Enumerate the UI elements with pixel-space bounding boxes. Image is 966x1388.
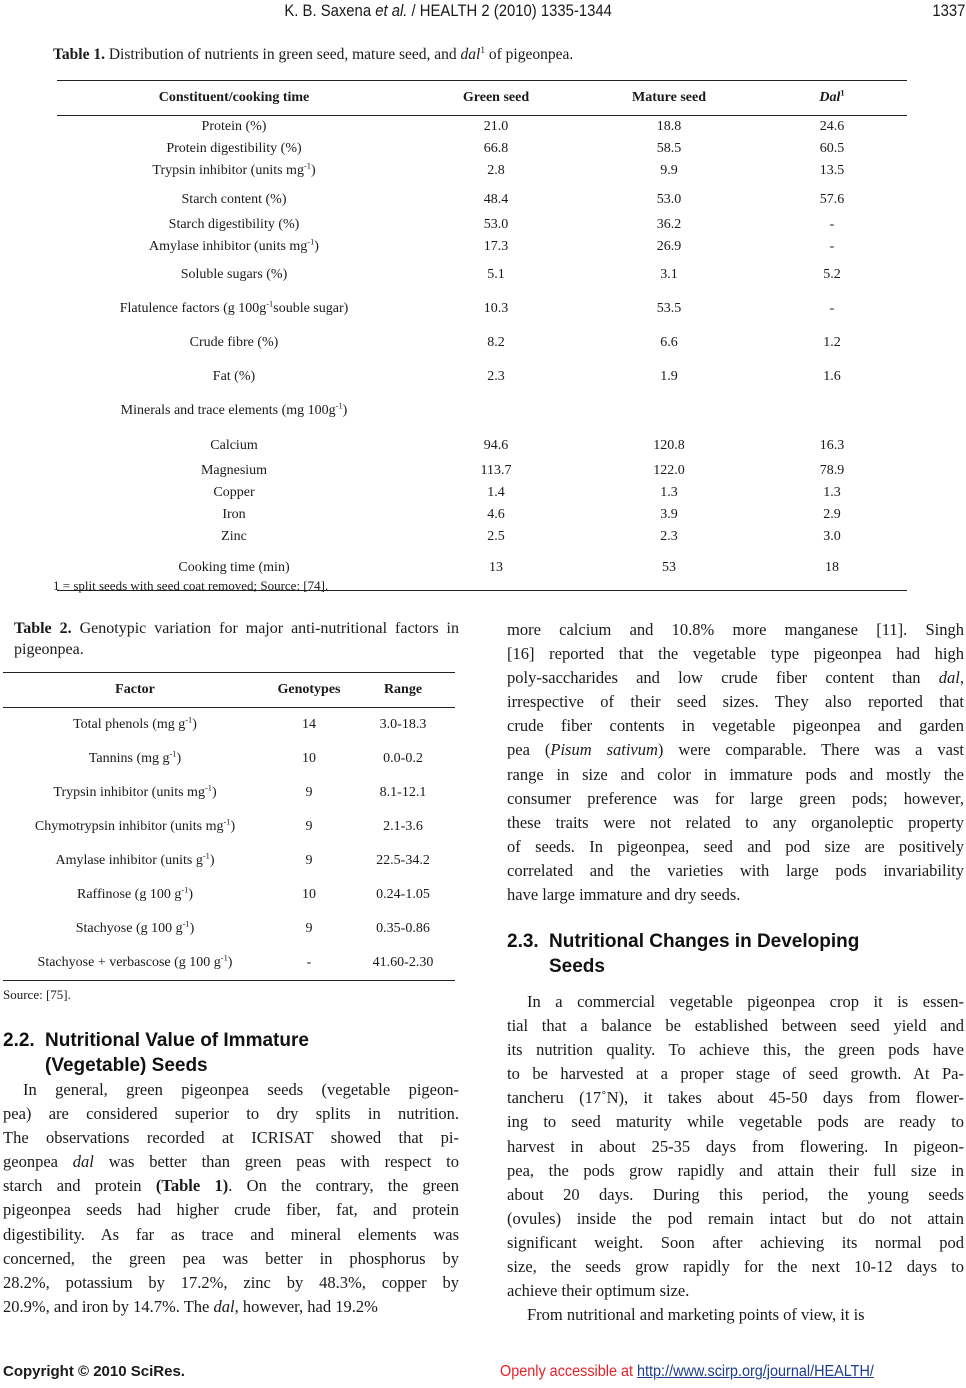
text-line: tial that a balance be established between seed yield and [507, 1016, 964, 1036]
text-line: In a commercial vegetable pigeonpea crop it is essen- [527, 992, 964, 1011]
dal-cell: 57.6 [819, 192, 845, 207]
page-number: 1337 [932, 2, 966, 20]
table1-row [57, 182, 907, 214]
table1-row [57, 326, 907, 360]
text-segment: ) were comparable. There was a vast [657, 740, 964, 760]
mature-seed-cell: 36.2 [656, 217, 682, 232]
text-line: have large immature and dry seeds. [507, 885, 741, 905]
text-segment: was better than green peas with respect to [93, 1152, 459, 1172]
emphasis-text: dal [72, 1152, 94, 1172]
table1-header-dal: Dal$^1$ [757, 81, 907, 116]
journal-url-link[interactable]: http://www.scirp.org/journal/HEALTH/ [637, 1363, 874, 1380]
table2-row [3, 776, 455, 810]
mature-seed-cell: 122.0 [653, 463, 685, 478]
text-line: [16] reported that the vegetable type pigeonpea had high [507, 644, 964, 664]
constituent-cell [57, 292, 411, 326]
range-cell: 2.1-3.6 [383, 819, 423, 834]
table1-row [57, 292, 907, 326]
constituent-cell [57, 394, 411, 428]
table1-row [57, 394, 907, 428]
text-line: From nutritional and marketing points of view, it is [527, 1305, 865, 1325]
mature-seed-cell [581, 394, 757, 428]
text-line: achieve their optimum size. [507, 1281, 690, 1301]
text-line: digestibility. As far as trace and mineral elements was [3, 1224, 459, 1244]
text-line: 28.2%, potassium by 17.2%, zinc by 48.3%, copper by [3, 1272, 459, 1292]
row-label-text: Amylase inhibitor (units g [55, 853, 203, 868]
table1-row [57, 360, 907, 394]
row-label-tail: ) [176, 751, 182, 766]
section-2-2-paragraph [3, 1078, 459, 1319]
row-label-superscript: -1 [220, 953, 228, 963]
green-seed-cell: 13 [411, 548, 581, 591]
text-line: pigeonpea seeds had higher crude fiber, fat, and protein [3, 1200, 459, 1220]
mature-seed-cell: 9.9 [660, 163, 678, 178]
row-label-text: Protein digestibility (%) [166, 141, 302, 156]
factor-cell [3, 844, 267, 878]
green-seed-cell: 2.8 [487, 163, 505, 178]
text-line: more calcium and 10.8% more manganese [11]. Singh [507, 620, 964, 639]
row-label-text: Trypsin inhibitor (units mg [53, 785, 205, 800]
row-label-text: Calcium [210, 438, 258, 453]
table1-row [57, 428, 907, 460]
text-line: significant weight. Soon after achieving its normal pod [507, 1232, 964, 1252]
range-cell: 0.24-1.05 [376, 887, 430, 902]
text-line: these traits were not related to any organoleptic property [507, 812, 964, 832]
row-label-superscript: -1 [185, 715, 193, 725]
range-cell: 3.0-18.3 [379, 717, 427, 732]
table1-row [57, 214, 907, 236]
row-label-tail: ) [310, 163, 316, 178]
row-label-text: Chymotrypsin inhibitor (units mg [34, 819, 224, 834]
open-access-notice [500, 1363, 874, 1381]
text-line: of seeds. In pigeonpea, seed and pod size are positively [507, 836, 964, 856]
running-head-title: K. B. Saxena et al. / HEALTH 2 (2010) 1335-1344 [284, 2, 612, 20]
text-line: range in size and color in immature pods and mostly the [507, 764, 964, 784]
dal-cell: 24.6 [819, 119, 845, 134]
green-seed-cell: 113.7 [480, 463, 512, 478]
constituent-cell [57, 258, 411, 292]
factor-cell [3, 776, 267, 810]
genotypes-cell: 9 [305, 921, 313, 936]
table1-row [57, 482, 907, 504]
text-line: crude fiber contents in vegetable pigeonpea and garden [507, 716, 964, 736]
text-line [3, 1174, 459, 1198]
text-segment: pea ( [507, 740, 551, 760]
heading-line: Nutritional Value of Immature [45, 1030, 309, 1051]
row-label-tail: ) [192, 717, 197, 732]
range-cell: 41.60-2.30 [351, 946, 455, 981]
green-seed-cell: 1.4 [487, 485, 505, 500]
constituent-cell [57, 526, 411, 548]
mature-seed-cell: 53.0 [656, 192, 682, 207]
row-label-superscript: -1 [182, 919, 190, 929]
row-label-tail: ) [230, 819, 236, 834]
green-seed-cell: 21.0 [483, 119, 509, 134]
row-label-superscript: -1 [307, 237, 315, 247]
genotypes-cell: 9 [305, 785, 313, 800]
dal-cell: 78.9 [819, 463, 845, 478]
text-line [507, 666, 964, 690]
section-number: 2.2. [3, 1030, 35, 1051]
text-line: its nutrition quality. To achieve this, the green pods have [507, 1040, 964, 1060]
text-line: (ovules) inside the pod remain intact but do not attain [507, 1208, 964, 1228]
constituent-cell [57, 160, 411, 182]
row-label-tail: ) [314, 239, 319, 254]
green-seed-cell: 2.5 [487, 529, 505, 544]
mature-seed-cell: 3.1 [660, 267, 678, 282]
green-seed-cell: 8.2 [487, 335, 505, 350]
row-label-superscript: -1 [204, 783, 212, 793]
table1-header-green-seed: Green seed [411, 81, 581, 116]
row-label-text: Amylase inhibitor (units mg [149, 239, 308, 254]
table1-row [57, 258, 907, 292]
row-label-text: Tannins (mg g [88, 751, 170, 766]
dal-cell: 13.5 [819, 163, 845, 178]
emphasis-text: Pisum sativum [550, 740, 658, 760]
text-line: The observations recorded at ICRISAT showed that pi- [3, 1128, 459, 1148]
table2-row [3, 878, 455, 912]
green-seed-cell: 66.8 [483, 141, 509, 156]
constituent-cell [57, 326, 411, 360]
mature-seed-cell: 18.8 [656, 119, 682, 134]
text-line [3, 1150, 459, 1174]
green-seed-cell: 2.3 [487, 369, 505, 384]
table2-row [3, 912, 455, 946]
table1-header-mature-seed: Mature seed [581, 81, 757, 116]
table1-header-row [57, 81, 907, 116]
table2-header-factor: Factor [3, 673, 267, 708]
text-line: to be harvested at a proper stage of seed growth. At Pa- [507, 1064, 964, 1084]
text-segment: . On the contrary, the green [228, 1176, 459, 1196]
row-label-tail: ) [227, 955, 233, 970]
green-seed-cell: 4.6 [487, 507, 505, 522]
dal-cell: 18 [757, 548, 907, 591]
section-2-3-paragraph [507, 990, 964, 1327]
emphasis-text: dal [938, 668, 960, 688]
text-line: irrespective of their seed sizes. They also reported that [507, 692, 964, 712]
mature-seed-cell: 120.8 [653, 438, 685, 453]
dal-cell: 16.3 [819, 438, 845, 453]
emphasis-text: dal [213, 1296, 235, 1316]
table-reference: (Table 1) [155, 1176, 229, 1196]
dal-cell: 60.5 [819, 141, 845, 156]
table1-body [57, 116, 907, 591]
genotypes-cell: 9 [305, 853, 313, 868]
text-line: consumer preference was for large green pods; however, [507, 788, 964, 808]
factor-cell [3, 912, 267, 946]
factor-cell [3, 946, 267, 981]
constituent-cell [57, 428, 411, 460]
table1-row [57, 236, 907, 258]
row-label-superscript: -1 [303, 161, 311, 171]
text-line [3, 1295, 459, 1319]
right-column-paragraph [507, 618, 964, 907]
dal-cell: 5.2 [823, 267, 841, 282]
constituent-cell [57, 236, 411, 258]
constituent-cell [57, 504, 411, 526]
row-label-text: Minerals and trace elements (mg 100g [120, 403, 336, 418]
constituent-cell [57, 182, 411, 214]
row-label-text: Soluble sugars (%) [180, 267, 288, 282]
mature-seed-cell: 3.9 [660, 507, 678, 522]
dal-cell: 2.9 [823, 507, 841, 522]
dal-cell: 1.6 [823, 369, 841, 384]
constituent-cell [57, 482, 411, 504]
green-seed-cell: 17.3 [483, 239, 509, 254]
heading-line: Nutritional Changes in Developing [549, 931, 860, 952]
text-line: harvest in about 25-35 days from flowering. In pigeon- [507, 1136, 964, 1156]
table2-header-range: Range [351, 673, 455, 708]
row-label-text: Starch content (%) [181, 192, 287, 207]
genotypes-cell: 10 [302, 887, 316, 902]
text-segment: , [959, 668, 964, 688]
genotypes-cell: 10 [302, 751, 316, 766]
dal-cell: 3.0 [823, 529, 841, 544]
mature-seed-cell: 26.9 [656, 239, 682, 254]
constituent-cell [57, 214, 411, 236]
table2-row [3, 708, 455, 743]
dal-cell: 1.3 [823, 485, 841, 500]
dal-cell: - [829, 217, 835, 232]
genotypes-cell: 9 [305, 819, 313, 834]
row-label-text: Stachyose (g 100 g [75, 921, 183, 936]
row-label-text: Fat (%) [212, 369, 256, 384]
factor-cell [3, 742, 267, 776]
constituent-cell [57, 138, 411, 160]
table1-row [57, 460, 907, 482]
section-number: 2.3. [507, 931, 539, 952]
heading-line: Seeds [549, 956, 605, 977]
row-label-tail: ) [209, 853, 215, 868]
text-segment: 20.9%, and iron by 14.7%. The [3, 1296, 214, 1316]
text-line: pea, the pods grow rapidly and attain their full size in [507, 1160, 964, 1180]
row-label-text: Magnesium [200, 463, 268, 478]
range-cell: 0.35-0.86 [376, 921, 430, 936]
open-access-label: Openly accessible at [500, 1363, 638, 1380]
row-label-text: Starch digestibility (%) [168, 217, 300, 232]
range-cell: 0.0-0.2 [383, 751, 423, 766]
text-line: tancheru (17˚N), it takes about 45-50 days from flower- [507, 1088, 964, 1108]
constituent-cell [57, 360, 411, 394]
section-2-3-heading [507, 929, 859, 979]
dal-cell: - [829, 239, 835, 254]
text-line: In general, green pigeonpea seeds (vegetable pigeon- [23, 1080, 459, 1099]
row-label-text: Total phenols (mg g [73, 717, 186, 732]
row-label-text: Protein (%) [201, 119, 267, 134]
range-cell: 22.5-34.2 [376, 853, 430, 868]
text-segment: poly-saccharides and low crude fiber content than [507, 668, 939, 688]
constituent-cell [57, 116, 411, 139]
factor-cell [3, 810, 267, 844]
table1-row [57, 526, 907, 548]
mature-seed-cell: 6.6 [660, 335, 678, 350]
table2-row [3, 844, 455, 878]
text-segment: geonpea [3, 1152, 73, 1172]
row-label-tail: ) [342, 403, 348, 418]
text-line: pea) are considered superior to dry splits in nutrition. [3, 1104, 459, 1124]
table2-row [3, 810, 455, 844]
genotypes-cell: - [267, 946, 351, 981]
row-label-tail: ) [189, 921, 195, 936]
row-label-tail: souble sugar) [273, 301, 349, 316]
table2-caption: Table 2. Genotypic variation for major anti-nutritional factors in pigeonpea. [14, 620, 459, 658]
text-line [507, 738, 964, 762]
row-label-text: Cooking time (min) [178, 560, 290, 575]
table2-body [3, 708, 455, 981]
table2-header-genotypes: Genotypes [267, 673, 351, 708]
text-line: concerned, the green pea was better in phosphorus by [3, 1248, 459, 1268]
table2-row [3, 946, 455, 981]
table1 [57, 80, 907, 591]
table1-footnote: 1 = split seeds with seed coat removed; Source: [74]. [53, 578, 329, 593]
range-cell: 8.1-12.1 [379, 785, 427, 800]
green-seed-cell: 48.4 [483, 192, 509, 207]
row-label-text: Stachyose + verbascose (g 100 g [37, 955, 221, 970]
constituent-cell [57, 460, 411, 482]
factor-cell [3, 878, 267, 912]
mature-seed-cell: 53.5 [656, 301, 682, 316]
table1-row [57, 160, 907, 182]
row-label-superscript: -1 [169, 749, 177, 759]
row-label-superscript: -1 [266, 299, 274, 309]
dal-cell: 1.2 [823, 335, 841, 350]
row-label-text: Trypsin inhibitor (units mg [152, 163, 304, 178]
genotypes-cell: 14 [302, 717, 316, 732]
table1-row [57, 504, 907, 526]
row-label-text: Flatulence factors (g 100g [119, 301, 267, 316]
green-seed-cell: 5.1 [487, 267, 505, 282]
table2-row [3, 742, 455, 776]
mature-seed-cell: 2.3 [660, 529, 678, 544]
green-seed-cell: 10.3 [483, 301, 509, 316]
mature-seed-cell: 58.5 [656, 141, 682, 156]
mature-seed-cell: 1.9 [660, 369, 678, 384]
table1-row [57, 116, 907, 139]
table2 [3, 672, 455, 981]
row-label-text: Raffinose (g 100 g [77, 887, 182, 902]
heading-line: (Vegetable) Seeds [45, 1055, 208, 1076]
copyright-notice: Copyright © 2010 SciRes. [3, 1363, 185, 1380]
section-2-2-heading [3, 1028, 309, 1078]
green-seed-cell: 94.6 [483, 438, 509, 453]
green-seed-cell [411, 394, 581, 428]
text-segment: , however, had 19.2% [234, 1296, 378, 1316]
row-label-superscript: -1 [335, 401, 343, 411]
text-line: about 20 days. During this period, the young seeds [507, 1184, 964, 1204]
row-label-superscript: -1 [223, 817, 231, 827]
row-label-superscript: -1 [181, 885, 189, 895]
dal-cell [757, 394, 907, 428]
dal-cell: - [829, 301, 835, 316]
text-segment: starch and protein [3, 1176, 156, 1196]
row-label-text: Iron [222, 507, 246, 522]
text-line: correlated and the varieties with large pods invariability [507, 860, 964, 880]
row-label-superscript: -1 [202, 851, 210, 861]
factor-cell [3, 708, 267, 743]
row-label-tail: ) [188, 887, 193, 902]
green-seed-cell: 53.0 [483, 217, 509, 232]
table1-row [57, 138, 907, 160]
table1-caption: Table 1. Distribution of nutrients in green seed, mature seed, and dal$^1$ of pigeonpea. [53, 45, 574, 63]
running-head [0, 0, 966, 24]
table2-footnote: Source: [75]. [3, 987, 71, 1002]
mature-seed-cell: 53 [581, 548, 757, 591]
table2-header-row [3, 673, 455, 708]
row-label-text: Crude fibre (%) [189, 335, 279, 350]
table1-header-constituent: Constituent/cooking time [57, 81, 411, 116]
mature-seed-cell: 1.3 [660, 485, 678, 500]
text-line: ing to seed maturity while vegetable pods are ready to [507, 1112, 964, 1132]
row-label-text: Zinc [221, 529, 247, 544]
text-line: size, the seeds grow rapidly for the next 10-12 days to [507, 1257, 964, 1277]
row-label-text: Copper [213, 485, 255, 500]
row-label-tail: ) [211, 785, 217, 800]
